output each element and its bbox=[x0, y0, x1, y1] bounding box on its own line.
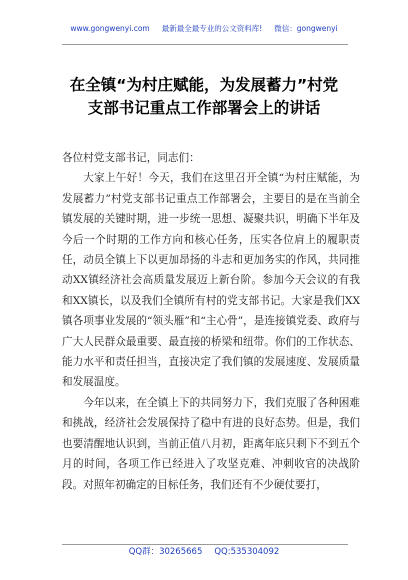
footer-qq: QQ:535304092 bbox=[214, 547, 280, 557]
footer-qq-group: QQ群：30265665 bbox=[128, 547, 203, 557]
title-line-1: 在全镇“为村庄赋能，为发展蓄力”村党 bbox=[69, 76, 339, 94]
document-title bbox=[40, 74, 368, 120]
footer-divider bbox=[62, 544, 348, 545]
header-divider bbox=[62, 44, 348, 45]
body-paragraph-2: 今年以来，在全镇上下的共同努力下，我们克服了各种困难和挑战，经济社会发展保持了稳中有进的良好态势。但是，我们也要清醒地认识到，当前正值八月初，距离年底只剩下不到五个月的时间，各项工作已经进入了攻坚克难、冲刺收官的决战阶段。对照年初确定的目标任务，我们还有不少硬仗要打， bbox=[62, 396, 360, 491]
page-header bbox=[0, 24, 408, 34]
page-footer bbox=[0, 547, 408, 558]
document-body bbox=[62, 148, 360, 495]
salutation: 各位村党支部书记，同志们： bbox=[62, 152, 200, 164]
title-line-2: 支部书记重点工作部署会上的讲话 bbox=[87, 99, 321, 117]
body-paragraph-1: 大家上午好！今天，我们在这里召开全镇“为村庄赋能，为发展蓄力”村党支部书记重点工作部署会，主要目的是在当前全镇发展的关键时期，进一步统一思想、凝聚共识，明确下半年及今后一个时期的工作方向和核心任务，压实各位肩上的履职责任，动员全镇上下以更加昂扬的斗志和更加务实的作风，共同推动XX镇经济社会高质量发展迈上新台阶。参加今天会议的有我和XX镇长，以及我们全镇所有村的党支部书记。大家是我们XX镇各项事业发展的“领头雁”和“主心骨”，是连接镇党委、政府与广大人民群众最重要、最直接的桥梁和纽带。你们的工作状态、能力水平和责任担当，直接决定了我们镇的发展速度、发展质量和发展温度。 bbox=[62, 172, 360, 389]
header-slogan: 最新最全最专业的公文资料库! bbox=[161, 24, 263, 33]
header-wechat: 微信：gongwenyi bbox=[274, 24, 338, 33]
header-site-link[interactable]: www.gongwenyi.com bbox=[70, 24, 150, 33]
